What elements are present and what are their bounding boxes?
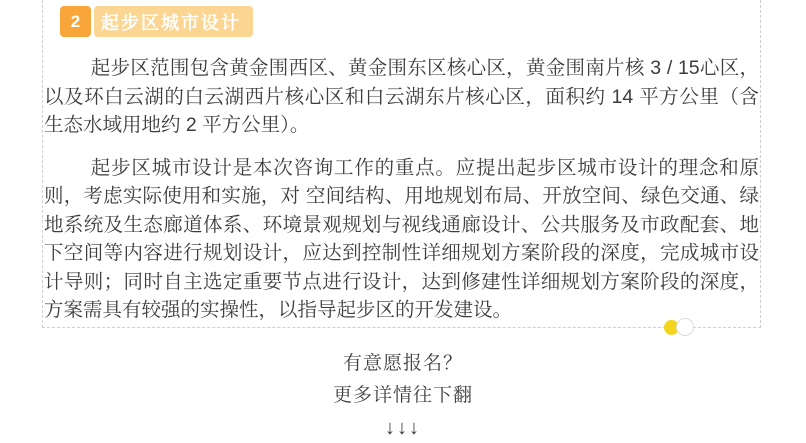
signup-prompt: 有意愿报名？: [342, 353, 463, 374]
section-number-badge: 2: [60, 6, 91, 37]
content-panel: [42, 0, 761, 328]
footer: [0, 348, 806, 443]
divider-ring-icon: [676, 318, 694, 336]
section-header: [60, 6, 760, 37]
scroll-hint: 更多详情往下翻: [332, 385, 473, 406]
paragraph-design-requirements: 起步区城市设计是本次咨询工作的重点。应提出起步区城市设计的理念和原则，考虑实际使用和实施，对 空间结构、用地规划布局、开放空间、绿色交通、绿 地系统及生态廊道体系、环境景观规划与视线通廊设计、公共服务及市政配套、地下空间等内容进行规划设计，应达到控制性详细规划方案阶段的深度，完成城市设计导则；同时自主选定重要节点进行设计，达到修建性详细规划方案阶段的深度，方案需具有较强的实操性，以指导起步区的开发建设。: [44, 156, 759, 321]
paragraph-scope: 起步区范围包含黄金围西区、黄金围东区核心区，黄金围南片核 3 / 15心区，以及环白云湖的白云湖西片核心区和白云湖东片核心区，面积约 14 平方公里（含生态水域用地约 2 平方公里）。: [44, 57, 759, 136]
section-title-badge: 起步区城市设计: [94, 6, 253, 37]
down-arrows-icon: ↓↓↓: [385, 417, 421, 439]
